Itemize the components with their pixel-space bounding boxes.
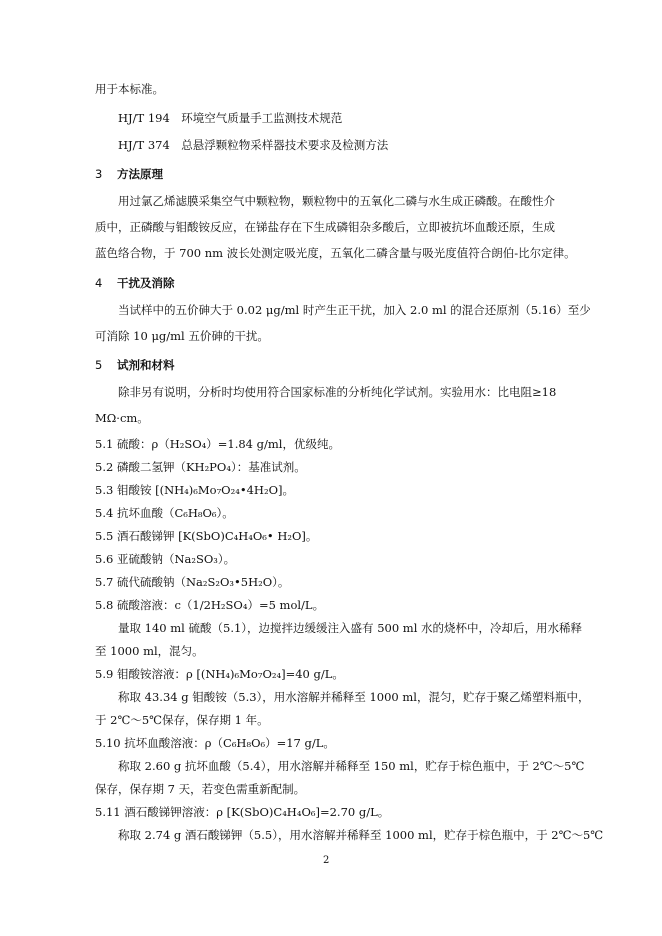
- text-line-content: 称取 2.60 g 抗坏血酸（5.4），用水溶解并稀释至 150 ml，贮存于棕色瓶中，于 2℃～5℃: [118, 759, 585, 773]
- section-number: 3: [95, 167, 103, 181]
- text-line-content: 称取 2.74 g 酒石酸锑钾（5.5），用水溶解并稀释至 1000 ml，贮存于棕色瓶中，于 2℃～5℃: [118, 828, 604, 842]
- text-line-content: 保存，保存期 7 天，若变色需重新配制。: [95, 782, 306, 796]
- text-line-content: 5.7 硫代硫酸钠（Na₂S₂O₃•5H₂O）。: [95, 575, 290, 589]
- text-line-content: 用过氯乙烯滤膜采集空气中颗粒物，颗粒物中的五氧化二磷与水生成正磷酸。在酸性介: [118, 194, 555, 208]
- text-line-content: 5.6 亚硫酸钠（Na₂SO₃）。: [95, 552, 236, 566]
- text-line-content: 5.8 硫酸溶液：c（1/2H₂SO₄）=5 mol/L。: [95, 598, 325, 612]
- text-line-content: 用于本标准。: [95, 82, 164, 96]
- text-line-content: 至 1000 ml，混匀。: [95, 644, 204, 658]
- text-line-content: 当试样中的五价砷大于 0.02 μg/ml 时产生正干扰，加入 2.0 ml 的混合还原剂（5.16）至少: [118, 303, 591, 317]
- text-line-content: 5.10 抗坏血酸溶液：ρ（C₆H₈O₆）=17 g/L。: [95, 736, 335, 750]
- section-title: 干扰及消除: [117, 276, 175, 290]
- text-line-content: 5.2 磷酸二氢钾（KH₂PO₄）：基准试剂。: [95, 460, 306, 474]
- text-line-content: 可消除 10 μg/ml 五价砷的干扰。: [95, 329, 269, 343]
- text-line-content: HJ/T 194 环境空气质量手工监测技术规范: [118, 111, 343, 125]
- text-line-content: 5.3 钼酸铵 [(NH₄)₆Mo₇O₂₄•4H₂O]。: [95, 483, 294, 497]
- section-number: 5: [95, 358, 103, 372]
- page-number: 2: [323, 855, 330, 866]
- text-line-content: 质中，正磷酸与钼酸铵反应，在锑盐存在下生成磷钼杂多酸后，立即被抗坏血酸还原，生成: [95, 220, 555, 234]
- text-line-content: HJ/T 374 总悬浮颗粒物采样器技术要求及检测方法: [118, 138, 389, 152]
- text-line-content: 蓝色络合物，于 700 nm 波长处测定吸光度，五氧化二磷含量与吸光度值符合朗伯-比尔定律。: [95, 246, 576, 260]
- section-title: 方法原理: [117, 167, 163, 181]
- text-line-content: MΩ·cm。: [95, 411, 149, 425]
- section-number: 4: [95, 276, 103, 290]
- text-line-content: 5.5 酒石酸锑钾 [K(SbO)C₄H₄O₆• H₂O]。: [95, 529, 318, 543]
- text-line-content: 于 2℃～5℃保存，保存期 1 年。: [95, 713, 269, 727]
- text-line-content: 5.11 酒石酸锑钾溶液：ρ [K(SbO)C₄H₄O₆]=2.70 g/L。: [95, 805, 390, 819]
- section-title: 试剂和材料: [117, 358, 175, 372]
- text-line-content: 除非另有说明，分析时均使用符合国家标准的分析纯化学试剂。实验用水：比电阻≥18: [118, 385, 557, 399]
- text-line-content: 量取 140 ml 硫酸（5.1），边搅拌边缓缓注入盛有 500 ml 水的烧杯中，冷却后，用水稀释: [118, 621, 583, 635]
- text-line-content: 称取 43.34 g 钼酸铵（5.3），用水溶解并稀释至 1000 ml，混匀，贮存于聚乙烯塑料瓶中，: [118, 690, 590, 704]
- text-line-content: 5.1 硫酸：ρ（H₂SO₄）=1.84 g/ml，优级纯。: [95, 437, 340, 451]
- text-line-content: 5.9 钼酸铵溶液：ρ [(NH₄)₆Mo₇O₂₄]=40 g/L。: [95, 667, 344, 681]
- text-line-content: 5.4 抗坏血酸（C₆H₈O₆）。: [95, 506, 234, 520]
